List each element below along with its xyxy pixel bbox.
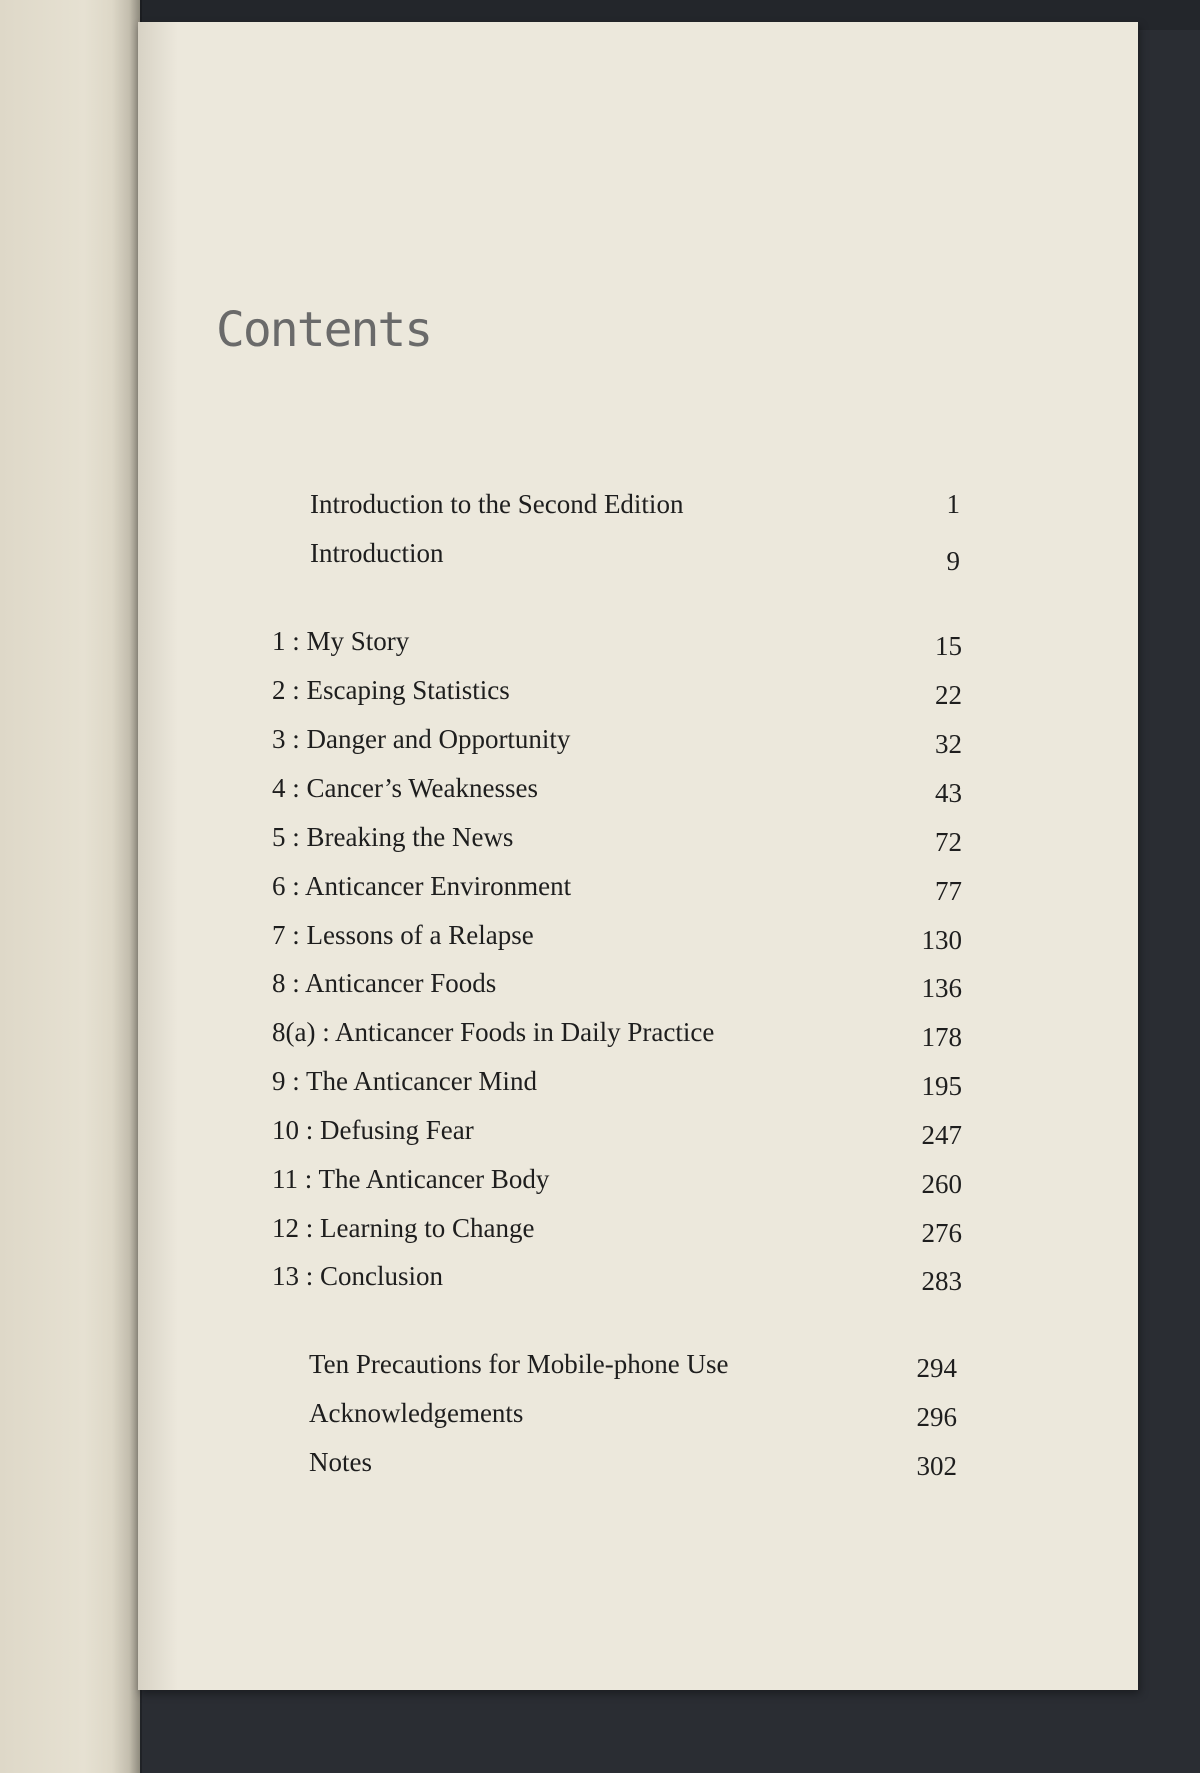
toc-entry-label: 8(a) : Anticancer Foods in Daily Practice — [272, 1017, 715, 1047]
toc-entry-label: 3 : Danger and Opportunity — [272, 724, 571, 754]
toc-entry-label: Notes — [309, 1447, 372, 1477]
toc-entry-page: 22 — [935, 680, 962, 710]
toc-entry-label: 10 : Defusing Fear — [272, 1115, 474, 1145]
toc-entry-label: Introduction — [310, 538, 444, 568]
toc-entry-label: 12 : Learning to Change — [272, 1213, 535, 1243]
toc-entry-label: 2 : Escaping Statistics — [272, 675, 510, 705]
toc-entry-page: 294 — [916, 1353, 957, 1383]
toc-entry-label: Ten Precautions for Mobile-phone Use — [309, 1349, 729, 1379]
toc-entry-page: 302 — [916, 1451, 957, 1481]
toc-entry-page: 77 — [935, 876, 962, 906]
toc-entry-page: 9 — [946, 546, 960, 576]
toc-entry-page: 15 — [935, 631, 962, 661]
toc-entry-page: 247 — [921, 1120, 962, 1150]
gutter-shade — [138, 22, 178, 1690]
toc-entry-label: 13 : Conclusion — [272, 1261, 444, 1291]
toc-entry-page: 43 — [935, 778, 962, 808]
toc-entry-label: 7 : Lessons of a Relapse — [272, 920, 534, 950]
toc-entry-page: 260 — [921, 1169, 962, 1199]
toc-entry-page: 1 — [946, 489, 960, 519]
toc-entry-label: Acknowledgements — [309, 1398, 524, 1428]
toc-entry-label: 11 : The Anticancer Body — [272, 1164, 550, 1194]
toc-entry-page: 72 — [935, 827, 962, 857]
toc-entry-label: 1 : My Story — [272, 626, 410, 656]
contents-page — [138, 22, 1138, 1690]
toc-entry-label: 9 : The Anticancer Mind — [272, 1066, 537, 1096]
toc-entry-label: 6 : Anticancer Environment — [272, 871, 572, 901]
toc-entry-page: 130 — [921, 925, 962, 955]
toc-entry-label: 8 : Anticancer Foods — [272, 968, 497, 998]
toc-entry-page: 195 — [921, 1071, 962, 1101]
toc-entry-page: 32 — [935, 729, 962, 759]
toc-entry-label: 4 : Cancer’s Weaknesses — [272, 773, 539, 803]
toc-entry-page: 276 — [921, 1218, 962, 1248]
toc-entry-label: Introduction to the Second Edition — [310, 489, 684, 519]
toc-entry-page: 136 — [921, 973, 962, 1003]
toc-entry-page: 283 — [921, 1266, 962, 1296]
toc-entry-page: 178 — [921, 1022, 962, 1052]
page-title: Contents — [216, 302, 432, 358]
toc-entry-label: 5 : Breaking the News — [272, 822, 514, 852]
toc-entry-page: 296 — [916, 1402, 957, 1432]
